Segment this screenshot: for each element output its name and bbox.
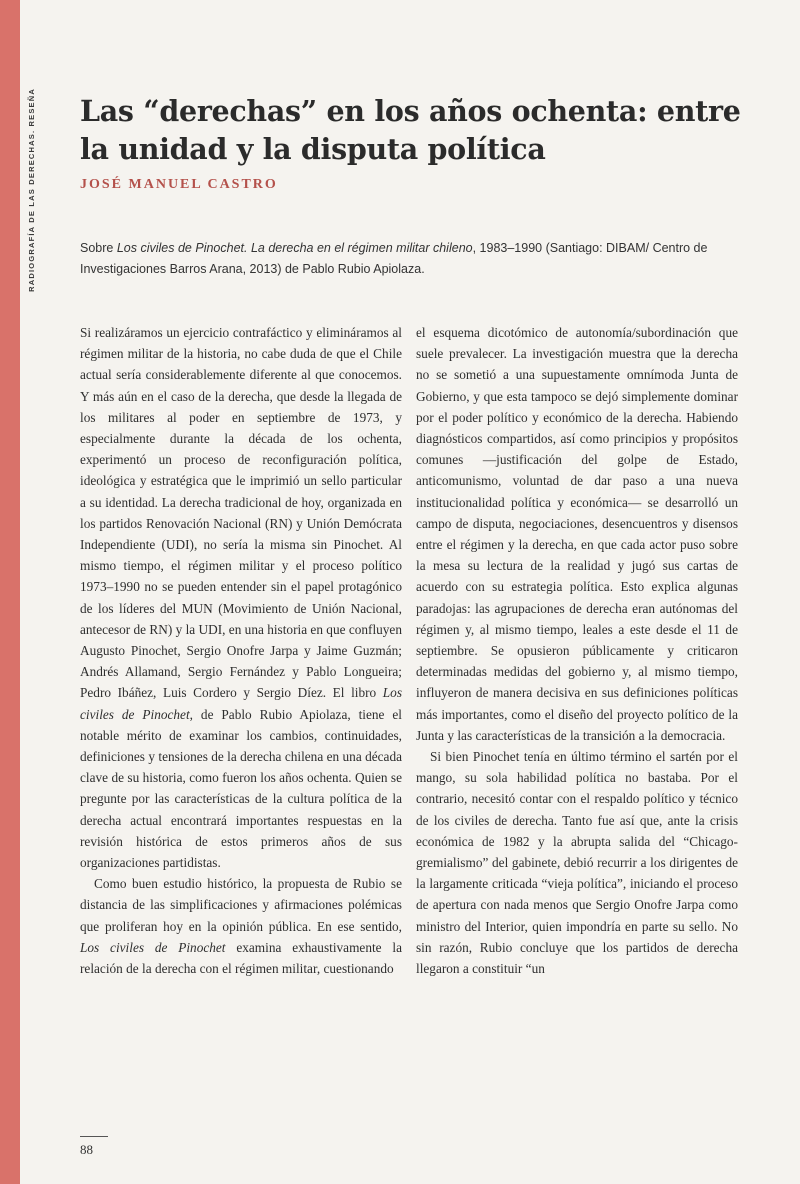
body-column-right xyxy=(416,322,738,979)
running-head xyxy=(25,88,39,318)
paragraph xyxy=(80,873,402,979)
body-column-left xyxy=(80,322,402,979)
paragraph: Si bien Pinochet tenía en último término el sartén por el mango, su sola habilidad política no bastaba. Por el contrario, necesitó contar con el respaldo político y técnico de los civiles de derecha. Tanto fue así que, ante la crisis económica de 1982 y la abrupta salida del “Chicago-gremialismo” del gabinete, debió recurrir a los dirigentes de la largamente criticada “vieja política”, iniciando el proceso de apertura con nada menos que Sergio Onofre Jarpa como ministro del Interior, quien impondría en parte su sello. No sin razón, Rubio concluye que los partidos de derecha llegaron a constituir “un xyxy=(416,749,738,977)
paragraph-text: Como buen estudio histórico, la propuesta de Rubio se distancia de las simplificaciones y afirmaciones polémicas que proliferan hoy en la opinión pública. En ese sentido, xyxy=(80,876,402,934)
paragraph-text: examina exhaustivamente la relación de la derecha con el régimen militar, cuestionando xyxy=(80,939,402,977)
article-title: Las “derechas” en los años ochenta: entre la unidad y la disputa política xyxy=(80,94,741,166)
book-ref-prefix: Sobre xyxy=(80,241,117,255)
paragraph xyxy=(80,322,402,873)
book-title-italic: Los civiles de Pinochet xyxy=(80,939,226,955)
book-ref-title: Los civiles de Pinochet. La derecha en el régimen militar chileno xyxy=(116,241,473,255)
paragraph: el esquema dicotómico de autonomía/subordinación que suele prevalecer. La investigación muestra que la derecha no se sometió a una supuestamente omnímoda Junta de Gobierno, y que esta tampoco se dejó simplemente dominar por el poder político y económico de la derecha. Habiendo diagnósticos compartidos, así como principios y propósitos comunes —justificación del golpe de Estado, anticomunismo, voluntad de dar paso a una nueva institucionalidad política y económica— se desarrolló un campo de disputa, negociaciones, desencuentros y disensos entre el régimen y la derecha, en que cada actor puso sobre la mesa su lectura de la realidad y jugó sus cartas de acuerdo con su estrategia política. Esto explica algunas paradojas: las agrupaciones de derecha eran autónomas del régimen y, al mismo tiempo, leales a este desde el 11 de septiembre. Se opusieron públicamente y criticaron determinadas medidas del gobierno y, al mismo tiempo, influyeron de manera decisiva en sus definiciones políticas más importantes, como el diseño del proyecto político de la Junta y las características de la transición a la democracia. xyxy=(416,325,738,743)
running-head-text: RADIOGRAFÍA DE LAS DERECHAS. RESEÑA xyxy=(27,88,36,292)
article-author: JOSÉ MANUEL CASTRO xyxy=(80,177,278,192)
page-number: 88 xyxy=(80,1142,93,1157)
book-title-italic: Los civiles de Pinochet xyxy=(80,685,402,722)
book-ref-suffix: , 1983–1990 (Santiago: DIBAM/ Centro de Investigaciones Barros Arana, 2013) de Pablo Rubio Apiolaza. xyxy=(80,241,708,276)
side-color-bar xyxy=(0,0,20,1184)
page-number-rule xyxy=(80,1136,108,1137)
paragraph-text: , de Pablo Rubio Apiolaza, tiene el notable mérito de examinar los cambios, continuidades, definiciones y tensiones de la derecha chilena en una década clave de su historia, como fueron los años ochenta. Quien se pregunte por las características de la cultura política de la derecha actual encontrará importantes respuestas en la revisión histórica de estos primeros años de sus organizaciones partidistas. xyxy=(80,706,402,871)
paragraph-text: Si realizáramos un ejercicio contrafáctico y elimináramos al régimen militar de la historia, no cabe duda de que el Chile actual sería considerablemente diferente al que conocemos. Y más aún en el caso de la derecha, que desde la llegada de los militares al poder en septiembre de 1973, y especialmente durante la década de los ochenta, experimentó un proceso de reconfiguración política, ideológica y estratégica que le imprimió un sello particular a su identidad. La derecha tradicional de hoy, organizada en los partidos Renovación Nacional (RN) y Unión Demócrata Independiente (UDI), no sería la misma sin Pinochet. Al mismo tiempo, el régimen militar y el proceso político 1973–1990 no se pueden entender sin el papel protagónico de los líderes del MUN (Movimiento de Unión Nacional, antecesor de RN) y la UDI, en una historia en que confluyen Augusto Pinochet, Sergio Onofre Jarpa y Jaime Guzmán; Andrés Allamand, Sergio Fernández y Pablo Longueira; Pedro Ibáñez, Luis Cordero y Sergio Díez. El libro xyxy=(80,325,402,701)
book-reference xyxy=(80,238,745,280)
